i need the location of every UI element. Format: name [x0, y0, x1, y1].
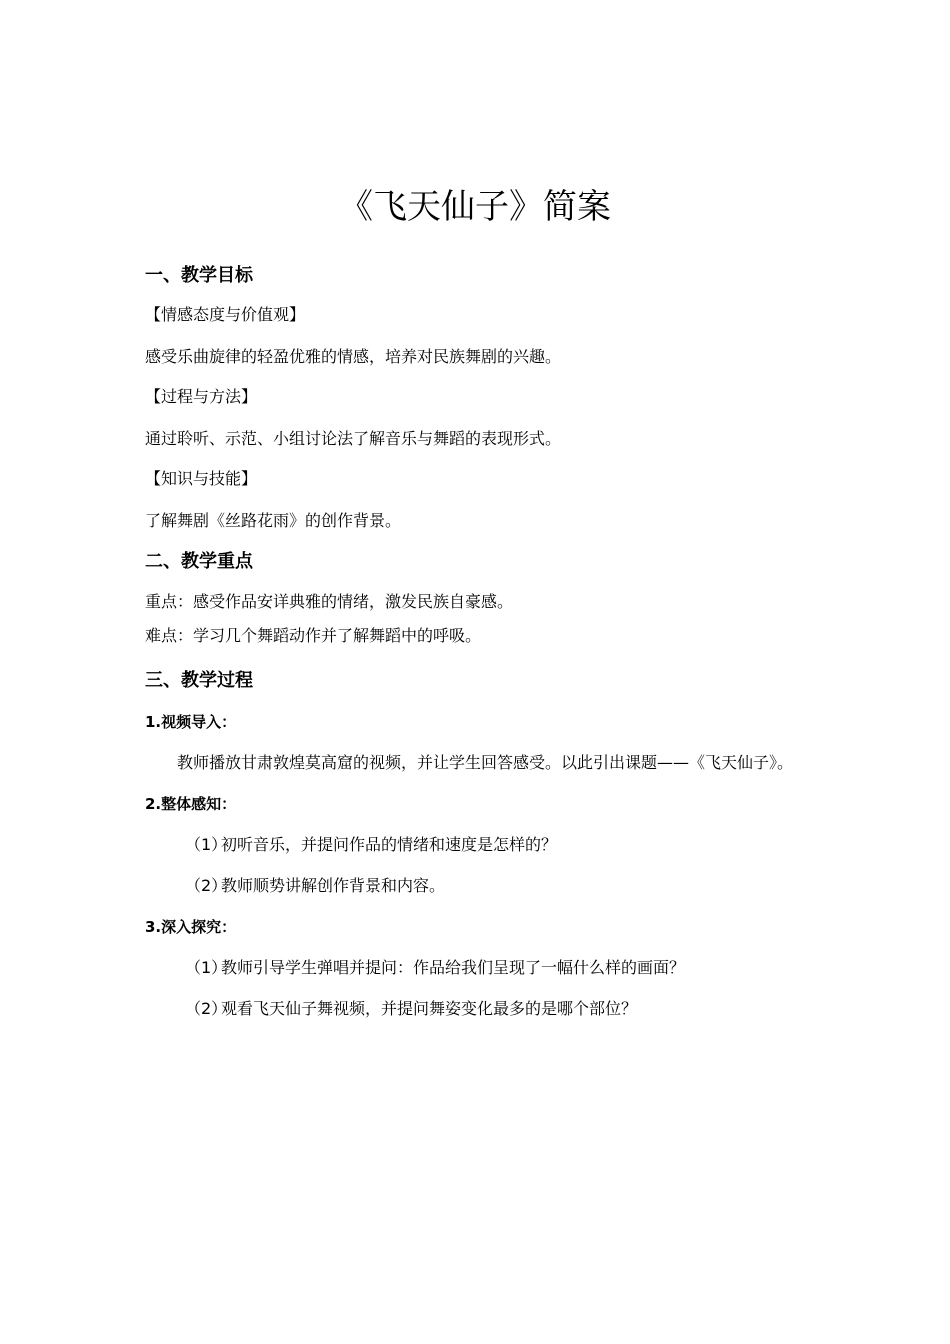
list-item-text: 观看飞天仙子舞视频，并提问舞姿变化最多的是哪个部位？ [221, 999, 638, 1018]
paragraph-video-intro: 教师播放甘肃敦煌莫高窟的视频，并让学生回答感受。以此引出课题——《飞天仙子》。 [177, 753, 794, 772]
section-heading-objectives: 一、教学目标 [145, 265, 253, 286]
paragraph-key-point: 重点：感受作品安详典雅的情绪，激发民族自豪感。 [145, 592, 514, 611]
subheading-emotion: 【情感态度与价值观】 [145, 305, 306, 324]
paragraph-emotion: 感受乐曲旋律的轻盈优雅的情感，培养对民族舞剧的兴趣。 [145, 347, 562, 366]
subheading-process: 【过程与方法】 [145, 387, 258, 406]
list-item-text: 初听音乐，并提问作品的情绪和速度是怎样的？ [221, 835, 558, 854]
step-label-explore: 3.深入探究： [145, 918, 237, 936]
paragraph-knowledge: 了解舞剧《丝路花雨》的创作背景。 [145, 511, 402, 530]
list-item-number: （1） [185, 835, 228, 854]
list-item-text: 教师顺势讲解创作背景和内容。 [221, 876, 446, 895]
list-item [185, 998, 637, 1020]
list-item [185, 957, 685, 979]
list-item-text: 教师引导学生弹唱并提问：作品给我们呈现了一幅什么样的画面？ [221, 958, 686, 977]
section-heading-process: 三、教学过程 [145, 670, 253, 691]
section-heading-keypoints: 二、教学重点 [145, 551, 253, 572]
step-label-overall: 2.整体感知： [145, 795, 237, 813]
list-item-number: （1） [185, 958, 228, 977]
list-item [185, 875, 445, 897]
document-title: 《飞天仙子》简案 [339, 187, 611, 227]
step-label-video: 1.视频导入： [145, 713, 237, 731]
subheading-knowledge: 【知识与技能】 [145, 469, 258, 488]
paragraph-process: 通过聆听、示范、小组讨论法了解音乐与舞蹈的表现形式。 [145, 429, 562, 448]
list-item [185, 834, 557, 856]
list-item-number: （2） [185, 876, 228, 895]
paragraph-difficult-point: 难点：学习几个舞蹈动作并了解舞蹈中的呼吸。 [145, 626, 482, 645]
list-item-number: （2） [185, 999, 228, 1018]
